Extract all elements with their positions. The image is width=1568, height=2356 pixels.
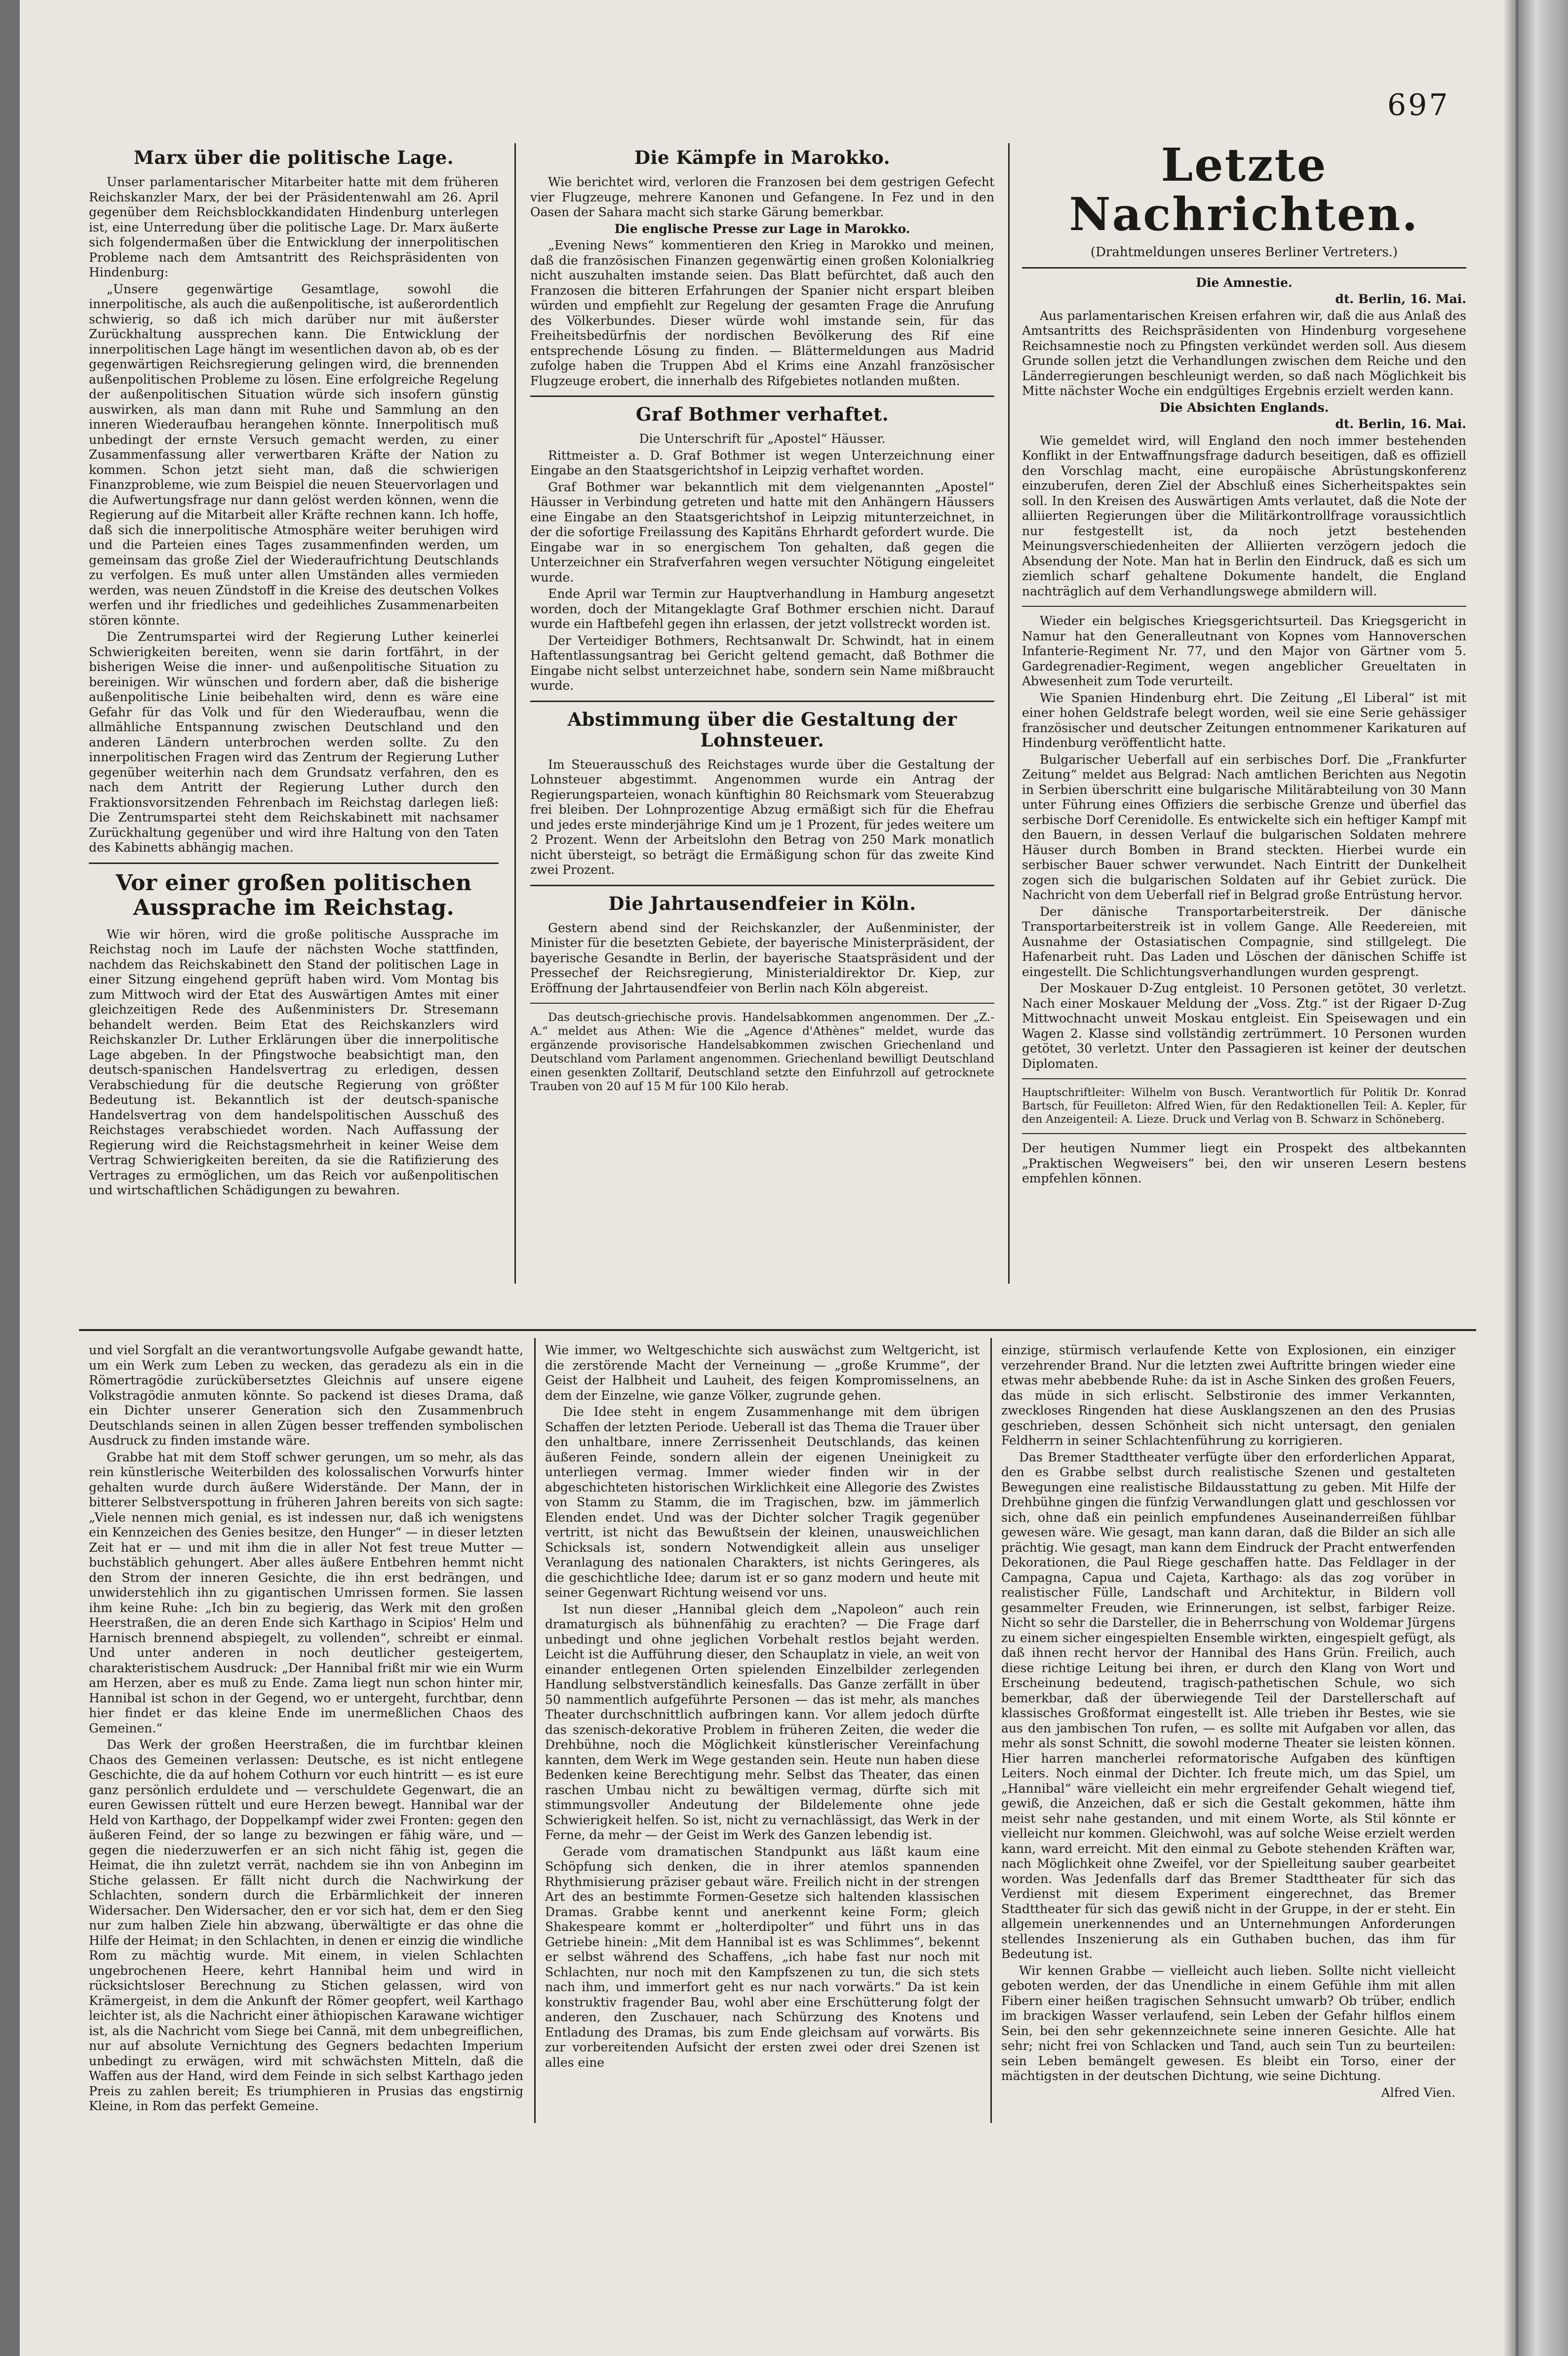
news-paragraph: Wieder ein belgisches Kriegsgerichtsurteil. Das Kriegsgericht in Namur hat den Generalleutnant von Kopnes vom Hannoverschen Infanterie-Regiment Nr. 77, und den Major von Gärtner vom 5. Gardegrenadier-Regiment, wegen angeblicher Greueltaten in Abwesenheit zum Tode verurteilt.: [1022, 614, 1466, 688]
article-subhead: Die englische Presse zur Lage in Marokko.: [614, 221, 910, 236]
article-paragraph: Der Verteidiger Bothmers, Rechtsanwalt Dr. Schwindt, hat in einem Haftentlassungsantrag bei Gericht geltend gemacht, daß Bothmer die Eingabe nicht selbst unterzeichnet habe, sondern sein Name mißbraucht wurde.: [530, 633, 994, 693]
news-subhead: Die Amnestie.: [1196, 275, 1293, 290]
masthead-subtitle: (Drahtmeldungen unseres Berliner Vertreters.): [1090, 245, 1398, 260]
feuilleton-column-3: [1001, 1343, 1455, 2123]
dateline: dt. Berlin, 16. Mai.: [1335, 417, 1466, 431]
article-paragraph: Wie wir hören, wird die große politische Aussprache im Reichstag noch im Laufe der nächsten Woche stattfinden, nachdem das Reichskabinett den Stand der politischen Lage in einer Sitzung eingehend geprüft haben wird. Vom Montag bis zum Mittwoch wird der Etat des Auswärtigen Amtes mit einer gleichzeitigen Rede des Außenministers Dr. Stresemann behandelt werden. Beim Etat des Reichskanzlers wird Reichskanzler Dr. Luther Erklärungen über die innerpolitische Lage abgeben. In der Pfingstwoche beabsichtigt man, den deutsch-spanischen Handelsvertrag zu erledigen, dessen Verabschiedung für die deutsche Regierung von größter Bedeutung ist. Bekanntlich ist der deutsch-spanische Handelsvertrag von dem handelspolitischen Ausschuß des Reichstages verabschiedet worden. Nach Auffassung der Regierung wird die Reichstagsmehrheit in keiner Weise dem Vertrag Schwierigkeiten bereiten, da sie die Ratifizierung des Vertrages zu ermöglichen, um das Reich vor außenpolitischen und wirtschaftlichen Schädigungen zu bewahren.: [89, 927, 499, 1197]
article-title-bothmer: Graf Bothmer verhaftet.: [635, 403, 889, 425]
feuilleton-paragraph: einzige, stürmisch verlaufende Kette von Explosionen, ein einziger verzehrender Brand. Nur die letzten zwei Auftritte bringen wieder eine etwas mehr abebbende Ruhe: da ist in Asche Sinken des großen Feuers, das müde in sich erlischt. Selbstironie des immer Verkannten, zweckloses Ringenden hat diese Ausklangszenen an den des Prusias geschrieben, dessen Schönheit sich nicht untersagt, den genialen Feldherrn in seiner Schlachtenführung zu korrigieren.: [1001, 1343, 1455, 1448]
feuilleton-paragraph: Wie immer, wo Weltgeschichte sich auswächst zum Weltgericht, ist die zerstörende Macht der Verneinung — „große Krumme“, der Geist der Halbheit und Lauheit, des feigen Kompromisselnens, an dem der Einzelne, wie ganze Völker, zugrunde gehen.: [545, 1343, 980, 1403]
feuilleton-paragraph: Das Bremer Stadttheater verfügte über den erforderlichen Apparat, den es Grabbe selbst durch realistische Szenen und gestalteten Bewegungen eine realistische Bildausstattung zu geben. Mit Hilfe der Drehbühne gingen die fünfzig Verwandlungen glatt und geschlossen vor sich, ohne daß ein peinlich empfundenes Auseinanderreißen fühlbar gewesen wäre. Wie gesagt, man kann daran, daß die Bilder an sich alle prächtig. Wie gesagt, man kann dem Eindruck der Pracht entwerfenden Dekorationen, die Paul Riege geschaffen hatte. Das Feldlager in der Campagna, Capua und Cajeta, Karthago: als das zog vorüber in realistischer Fülle, Landschaft und Architektur, in Bildern voll gesammelter Freuden, wie Erinnerungen, ist selbst, farbiger Reize. Nicht so sehr die Darsteller, die in Beherrschung von Woldemar Jürgens zu einem sicher eingespielten Ensemble wirkten, eingespielt gefügt, als daß ihnen recht hervor der Hannibal des Hans Grün. Freilich, auch diese richtige Leitung bei ihren, er durch den Klang von Wort und Erscheinung bedeutend, tragisch-pathetischen Schule, wo sich bemerkbar, daß der überwiegende Teil der Darstellerschaft auf klassisches Großformat eingestellt ist. Alle trieben ihr Bestes, wie sie aus den jambischen Ton rufen, — es sollte mit Aufgaben vor allen, das mehr als sonst Schnitt, die sowohl moderne Theater sie leisten können. Hier harren mancherlei reformatorische Aufgaben des künftigen Leiters. Noch einmal der Dichter. Ich freute mich, um das Spiel, um „Hannibal“ wäre vielleicht ein mehr ergreifender Gehalt wiegend tief, gewiß, die Anzeichen, daß er sich die Gestalt gekommen, hätte ihm meist sehr nahe gestanden, und mit einem Worte, als Stil könnte er vielleicht nur kommen. Gleichwohl, was auf solche Weise erzielt werden kann, ward erreicht. Mit den einmal zu Gebote stehenden Kräften war, nach Möglichkeit ohne Zweifel, vor der Spielleitung sauber gearbeitet worden. Was Jedenfalls darf das Bremer Stadttheater für sich das Verdienst mit diesem Experiment eingerechnet, das Bremer Stadttheater für sich das gewiß nicht in der Gruppe, in der er steht. Ein allgemein unerkennendes und an Unternehmungen Anforderungen stellendes Inszenierung als ein Guthaben buchen, das ihm für Bedeutung ist.: [1001, 1450, 1455, 1961]
column-1: [89, 143, 499, 1284]
feuilleton-paragraph: Gerade vom dramatischen Standpunkt aus läßt kaum eine Schöpfung sich denken, die in ihrer atemlos spannenden Rhythmisierung präziser gebaut wäre. Freilich nicht in der strengen Art des an bestimmte Formen-Gesetze sich haltenden klassischen Dramas. Grabbe kennt und anerkennt keine Form; gleich Shakespeare kommt er „holterdipolter“ und führt uns in das Getriebe hinein: „Mit dem Hannibal ist es was Schlimmes“, bekennt er selbst während des Schaffens, „ich habe fast nur noch mit Schlachten, nur noch mit den Kampfszenen zu tun, die sich stets nach ihm, und immerfort geht es nur nach vorwärts.“ Da ist kein konstruktiv fragender Bau, wohl aber eine Erschütterung folgt der anderen, den Zuschauer, nach Schürzung des Knotens und Entladung des Dramas, bis zum Ende gleichsam auf vorwärts. Bis zur vorbereitenden Aufsicht der ersten zwei oder drei Szenen ist alles eine: [545, 1844, 980, 2070]
feuilleton-paragraph: Das Werk der großen Heerstraßen, die im furchtbar kleinen Chaos des Gemeinen verlassen: Deutsche, es ist nicht entlegene Geschichte, die da auf hohem Cothurn vor euch hintritt — es ist eure ganz persönlich erduldete und — verschuldete Gegenwart, die an euren Gewissen rüttelt und eure Herzen bewegt. Hannibal war der Held von Karthago, der Doppelkampf wider zwei Fronten: gegen den äußeren Feind, der so lange zu bezwingen er fähig wäre, und — gegen die niederzuwerfen er an sich nicht fähig ist, gegen die Heimat, die ihn zuletzt verrät, nachdem sie ihn von Anbeginn im Stiche gelassen. Er fällt nicht durch die Nachwirkung der Schlachten, sondern durch die Erbärmlichkeit der inneren Widersacher. Den Widersacher, den er vor sich hat, dem er den Sieg nur zum halben Ziele hin abzwang, überwältigte er das ohne die Hilfe der Heimat; in den Schlachten, in denen er einzig die windliche Rom zu mächtig wurde. Mit einem, in vielen Schlachten ungebrochenen Heere, kehrt Hannibal heim und wird in rücksichtsloser Berechnung zu Stichen gelassen, wird von Krämergeist, in dem die Ankunft der Römer geopfert, weil Karthago leichter ist, als die Nachricht einer äthiopischen Karawane wichtiger ist, als die Nachricht vom Siege bei Cannä, mit dem unbegreiflichen, nur auf absolute Vernichtung des Gegners bedachten Imperium unbedingt zu erwägen, wird mit schwächsten Mitteln, daß die Waffen aus der Hand, wird dem Feinde in sich selbst Karthago jeden Preis zu zahlen bereit; Es triumphieren in Prusias das engstirnig Kleine, in Rom das perfekt Gemeine.: [89, 1737, 523, 2113]
news-paragraph: Bulgarischer Ueberfall auf ein serbisches Dorf. Die „Frankfurter Zeitung“ meldet aus Belgrad: Nach amtlichen Berichten aus Negotin in Serbien überschritt eine bulgarische Militärabteilung von 30 Mann unter Führung eines Offiziers die serbische Grenze und überfiel das serbische Dorf Cerenidolle. Es entwickelte sich ein heftiger Kampf mit den Bauern, in dessen Verlauf die bulgarischen Soldaten mehrere Häuser durch Bomben in Brand steckten. Hierbei wurde ein serbischer Bauer schwer verwundet. Nach Eintritt der Dunkelheit zogen sich die bulgarischen Soldaten auf ihr Gebiet zurück. Die Nachricht von dem Ueberfall rief in Belgrad große Entrüstung hervor.: [1022, 752, 1466, 902]
advertisement-notice: Der heutigen Nummer liegt ein Prospekt des altbekannten „Praktischen Wegweisers“ bei, den wir unseren Lesern bestens empfehlen können.: [1022, 1141, 1466, 1185]
feuilleton-rule: [79, 1329, 1476, 1331]
article-paragraph: Im Steuerausschuß des Reichstages wurde über die Gestaltung der Lohnsteuer abgestimmt. Angenommen wurde ein Antrag der Regierungsparteien, wonach künftighin 80 Reichsmark vom Steuerabzug frei bleiben. Der Lohnprozentige Abzug ermäßigt sich für die Ehefrau und jedes erste minderjährige Kind um je 1 Prozent, für jedes weitere um 2 Prozent. Wenn der Arbeitslohn den Betrag von 250 Mark monatlich nicht übersteigt, so beträgt die Ermäßigung schon für das zweite Kind zwei Prozent.: [530, 757, 994, 877]
divider: [530, 885, 994, 886]
feuilleton-column-1: [89, 1343, 523, 2123]
news-subhead: Die Absichten Englands.: [1159, 400, 1329, 415]
divider: [1022, 267, 1466, 269]
article-subhead: Die Unterschrift für „Apostel“ Häusser.: [639, 432, 886, 446]
article-paragraph: Graf Bothmer war bekanntlich mit dem vielgenannten „Apostel“ Häusser in Verbindung getreten und hatte mit den Anhängern Häussers eine Eingabe an den Staatsgerichtshof in Leipzig mitunterzeichnet, in der die sofortige Freilassung des Kapitäns Ehrhardt gefordert wurde. Die Eingabe war in so energischem Ton gehalten, daß gegen die Unterzeichner ein Strafverfahren wegen versuchter Nötigung eingeleitet wurde.: [530, 479, 994, 585]
author-signature: Alfred Vien.: [1381, 2085, 1455, 2100]
divider: [1022, 1133, 1466, 1134]
dateline: dt. Berlin, 16. Mai.: [1335, 292, 1466, 306]
news-paragraph: Wie gemeldet wird, will England den noch immer bestehenden Konflikt in der Entwaffnungsfrage dadurch beseitigen, daß es offiziell den Vorschlag macht, eine europäische Abrüstungskonferenz einzuberufen, deren Ziel der Abschluß eines Sicherheitspaktes sein soll. In den Kreisen des Auswärtigen Amts verlautet, daß die Note der alliierten Regierungen über die Militärkontrollfrage voraussichtlich nur festgestellt ist, da noch jetzt bestehenden Meinungsverschiedenheiten der Alliierten verzögern jedoch die Absendung der Note. Man hat in Berlin den Eindruck, daß es sich um ziemlich scharf gehaltene Dokumente handelt, die England nachträglich auf dem Verhandlungswege abmildern will.: [1022, 433, 1466, 598]
news-paragraph: Der dänische Transportarbeiterstreik. Der dänische Transportarbeiterstreik ist in vollem Gange. Alle Reedereien, mit Ausnahme der Ostasiatischen Compagnie, sind stillgelegt. Die Hafenarbeit ruht. Das Laden und Löschen der dänischen Schiffe ist eingestellt. Die Schlichtungsverhandlungen wurden gesprengt.: [1022, 904, 1466, 979]
article-title-lohnsteuer: Abstimmung über die Gestaltung der Lohnsteuer.: [567, 708, 957, 751]
article-paragraph: Gestern abend sind der Reichskanzler, der Außenminister, der Minister für die besetzten Gebiete, der bayerische Ministerpräsident, der bayerische Gesandte in Berlin, der bayerische Staatspräsident und der Pressechef der Reichsregierung, Ministerialdirektor Dr. Kiep, zur Eröffnung der Jahrtausendfeier von Berlin nach Köln abgereist.: [530, 920, 994, 995]
feuilleton-paragraph: Grabbe hat mit dem Stoff schwer gerungen, um so mehr, als das rein künstlerische Weiterbilden des kolossalischen Vorwurfs hinter gehalten wurde durch äußere Widerstände. Der Mann, der in bitterer Selbstverspottung in früheren Jahren bereits von sich sagte: „Viele nennen mich genial, es ist indessen nur, daß ich wenigstens ein Kennzeichen des Genies besitze, den Hunger“ — in dieser letzten Zeit hat er — und mit ihm die in aller Not fest treue Mutter — buchstäblich gehungert. Aber alles äußere Entbehren hemmt nicht den Strom der inneren Gesichte, die ihn erst bedrängen, und unwiderstehlich ihn zu gigantischen Umrissen formen. Sie lassen ihm keine Ruhe: „Ich bin zu begierig, das Werk mit den großen Heerstraßen, die an deren Ende sich Karthago in Scipios' Helm und Harnisch brennend abspiegelt, zu vollenden“, schreibt er einmal. Und unter anderen in noch deutlicher gesteigertem, charakteristischem Ausdruck: „Der Hannibal frißt mir wie ein Wurm am Herzen, aber es muß zu Ende. Zama liegt nun schon hinter mir, Hannibal ist schon in der Gegend, wo er untergeht, furchtbar, denn hier findet er das kleine Ende im unermeßlichen Chaos des Gemeinen.“: [89, 1450, 523, 1735]
article-title-reichstag: Vor einer großen politischen Aussprache im Reichstag.: [116, 870, 472, 920]
news-paragraph: Aus parlamentarischen Kreisen erfahren wir, daß die aus Anlaß des Amtsantritts des Reichspräsidenten von Hindenburg vorgesehene Reichsamnestie noch zu Pfingsten verkündet werden soll. Aus diesem Grunde sollen jetzt die Verhandlungen zwischen dem Reiche und den Länderregierungen beschleunigt werden, so daß nach Möglichkeit bis Mitte nächster Woche ein endgültiges Ergebnis erzielt werden kann.: [1022, 308, 1466, 398]
divider: [1022, 1078, 1466, 1079]
column-rule: [514, 143, 516, 1284]
imprint: Hauptschriftleiter: Wilhelm von Busch. Verantwortlich für Politik Dr. Konrad Bartsch, für Feuilleton: Alfred Wien, für den Redaktionellen Teil: A. Kepler, für den Anzeigenteil: A. Lieze. Druck und Verlag von B. Schwarz in Schöneberg.: [1022, 1087, 1466, 1126]
feuilleton-column-2: [545, 1343, 980, 2123]
page-number: 697: [1387, 88, 1450, 122]
article-paragraph: Das deutsch-griechische provis. Handelsabkommen angenommen. Der „Z.-A.“ meldet aus Athen: Wie die „Agence d'Athènes“ meldet, wurde das ergänzende provisorische Handelsabkommen zwischen Griechenland und Deutschland vom Parlament angenommen. Griechenland bewilligt Deutschland einen gesenkten Zolltarif, Deutschland setzte den Einfuhrzoll auf getrocknete Trauben von 20 auf 15 M für 100 Kilo herab.: [530, 1011, 994, 1093]
article-paragraph: Wie berichtet wird, verloren die Franzosen bei dem gestrigen Gefecht vier Flugzeuge, mehrere Kanonen und Gefangene. In Fez und in den Oasen der Sahara macht sich starke Gärung bemerkbar.: [530, 175, 994, 219]
masthead-letzte-nachrichten: Letzte Nachrichten.: [1069, 138, 1419, 241]
column-3: [1022, 133, 1466, 1284]
divider: [89, 863, 499, 864]
feuilleton-paragraph: und viel Sorgfalt an die verantwortungsvolle Aufgabe gewandt hatte, um ein Werk zum Leben zu wecken, das geradezu als ein in die Römertragödie zurückübersetztes Gleichnis auf unsere eigene Volkstragödie anmuten könnte. So packend ist dieses Drama, daß ein Dichter unserer Generation sich den Zusammenbruch Deutschlands seinen in allen Zügen besser treffenden symbolischen Ausdruck zu finden imstande wäre.: [89, 1343, 523, 1448]
feuilleton-paragraph: Ist nun dieser „Hannibal gleich dem „Napoleon“ auch rein dramaturgisch als bühnenfähig zu erachten? — Die Frage darf unbedingt und ohne jeglichen Vorbehalt restlos bejaht werden. Leicht ist die Aufführung dieser, den Schauplatz in viele, an weit von einander entlegenen Orten spielenden Einzelbilder zerlegenden Handlung selbstverständlich keinesfalls. Das Ganze zerfällt in über 50 nammentlich aufgeführte Personen — das ist mehr, als manches Theater durchschnittlich aufbringen kann. Vor allem jedoch dürfte das szenisch-dekorative Problem in früheren Zeiten, die weder die Drehbühne, noch die Möglichkeit künstlerischer Vereinfachung kannten, dem Werk im Wege gestanden sein. Heute nun haben diese Bedenken keine Berechtigung mehr. Selbst das Theater, das einen raschen Umbau nicht zu bewältigen vermag, dürfte sich mit stimmungsvoller Andeutung der Bildelemente ohne jede Schwierigkeit helfen. So ist, nicht zu vernachlässigt, das Werk in der Ferne, da mehr — der Geist im Werk des Ganzen lebendig ist.: [545, 1602, 980, 1842]
column-2: [530, 143, 994, 1284]
article-title-koeln: Die Jahrtausendfeier in Köln.: [608, 892, 916, 914]
divider: [530, 701, 994, 702]
article-paragraph: Unser parlamentarischer Mitarbeiter hatte mit dem früheren Reichskanzler Marx, der bei der Präsidentenwahl am 26. April gegenüber dem Reichsblockkandidaten Hindenburg unterlegen ist, eine Unterredung über die politische Lage. Dr. Marx äußerte sich folgendermaßen über die Entwicklung der innerpolitischen Probleme nach dem Amtsantritt des Reichspräsidenten von Hindenburg:: [89, 175, 499, 279]
article-title-marx: Marx über die politische Lage.: [133, 147, 454, 168]
newspaper-page: [20, 0, 1516, 2356]
column-rule: [1008, 143, 1010, 1284]
divider: [1022, 606, 1466, 607]
column-rule: [534, 1338, 536, 2123]
article-paragraph: „Evening News“ kommentieren den Krieg in Marokko und meinen, daß die französischen Finanzen gegenwärtig einen großen Kolonialkrieg nicht auszuhalten imstande seien. Das Blatt befürchtet, daß auch den Franzosen die bitteren Erfahrungen der Spanier nicht erspart bleiben würden und empfiehlt zur Regelung der gesamten Frage die Anrufung des Völkerbundes. Dieser würde wohl imstande sein, für das Freiheitsbedürfnis der nordischen Bevölkerung des Rif eine entsprechende Lösung zu finden. — Blättermeldungen aus Madrid zufolge haben die Truppen Abd el Krims eine Anzahl französischer Flugzeuge erobert, die innerhalb des Rifgebietes notlanden mußten.: [530, 238, 994, 388]
news-paragraph: Wie Spanien Hindenburg ehrt. Die Zeitung „El Liberal“ ist mit einer hohen Geldstrafe belegt worden, weil sie eine Serie gehässiger französischer und deutscher Zeitungen entnommener Karikaturen auf Hindenburg veröffentlicht hatte.: [1022, 690, 1466, 750]
column-rule: [990, 1338, 992, 2123]
article-paragraph: Ende April war Termin zur Hauptverhandlung in Hamburg angesetzt worden, doch der Mitangeklagte Graf Bothmer erschien nicht. Darauf wurde ein Haftbefehl gegen ihn erlassen, der jetzt vollstreckt worden ist.: [530, 587, 994, 631]
divider: [530, 1003, 994, 1004]
article-paragraph: Rittmeister a. D. Graf Bothmer ist wegen Unterzeichnung einer Eingabe an den Staatsgerichtshof in Leipzig verhaftet worden.: [530, 448, 994, 477]
divider: [530, 395, 994, 397]
article-paragraph: Die Zentrumspartei wird der Regierung Luther keinerlei Schwierigkeiten bereiten, wenn sie darin fortfährt, in der bisherigen Weise die inner- und außenpolitische Situation zu bereinigen. Wir wünschen und fordern aber, daß die bisherige außenpolitische Linie beibehalten wird, denn es wäre eine Gefahr für das Volk und für den Wiederaufbau, wenn die allmähliche Entspannung zwischen Deutschland und den anderen Ländern unterbrochen werden sollte. Zu den innerpolitischen Fragen wird das Zentrum der Regierung Luther gegenüber weiterhin nach dem Grundsatz verfahren, den es nach dem Antritt der Regierung Luther durch den Fraktionsvorsitzenden Fehrenbach im Reichstag darlegen ließ: Die Zentrumspartei steht dem Reichskabinett mit nachsamer Zurückhaltung gegenüber und wird ihre Haltung von den Taten des Kabinetts abhängig machen.: [89, 629, 499, 855]
news-paragraph: Der Moskauer D-Zug entgleist. 10 Personen getötet, 30 verletzt. Nach einer Moskauer Meldung der „Voss. Ztg.“ ist der Rigaer D-Zug Mittwochnacht unweit Moskau entgleist. Ein Speisewagen und ein Wagen 2. Klasse sind vollständig zertrümmert. 10 Personen wurden getötet, 30 verletzt. Unter den Passagieren ist keiner der deutschen Diplomaten.: [1022, 981, 1466, 1071]
scan-edge: [1519, 0, 1568, 2356]
feuilleton-paragraph: Wir kennen Grabbe — vielleicht auch lieben. Sollte nicht vielleicht geboten werden, der das Unendliche in einem Gefühle ihm mit allen Fibern einer heißen tragischen Sehnsucht umwarb? Ob trüber, endlich im brackigen Wasser verlaufend, sein Leben der Gefahr hilflos einem Sein, bei den sehr gekennzeichnete seine inneren Gesichte. Alle hat sehr; nicht frei von Schlacken und Tand, auch sein Tun zu beurteilen: sein Leben bemängelt gewesen. Es bleibt ein Torso, einer der mächtigsten in der deutschen Dichtung, wie seine Dichtung.: [1001, 1963, 1455, 2083]
feuilleton-paragraph: Die Idee steht in engem Zusammenhange mit dem übrigen Schaffen der letzten Periode. Ueberall ist das Thema die Trauer über den unhaltbare, innere Zerrissenheit Deutschlands, das keinen äußeren Feinde, sondern allein der eigenen Uneinigkeit zu unterliegen vermag. Immer wieder finden wir in der abgeschichteten historischen Wirklichkeit eine Allegorie des Zwistes von Stamm zu Stamm, die im Tragischen, bzw. im jämmerlich Elenden endet. Und was der Dichter solcher Tragik gegenüber vertritt, ist nicht das Bewußtsein der kleinen, unausweichlichen Schicksals ist, sondern Notwendigkeit allein aus unseliger Veranlagung des nationalen Charakters, ist nichts Geringeres, als die geschichtliche Idee; darum ist er so ganz modern und heute mit seiner Gegenwart Richtung weisend vor uns.: [545, 1405, 980, 1600]
article-paragraph: „Unsere gegenwärtige Gesamtlage, sowohl die innerpolitische, als auch die außenpolitische, ist außerordentlich schwierig, so daß ich mich darüber nur mit äußerster Zurückhaltung aussprechen kann. Die Entwicklung der innerpolitischen Lage hängt im wesentlichen davon ab, ob es der gegenwärtigen Reichsregierung gelingen wird, die brennenden außenpolitischen Probleme zu lösen. Eine erfolgreiche Regelung der außenpolitischen Situation würde sich insofern günstig auswirken, als man dann mit Ruhe und Sammlung an den inneren Wiederaufbau herangehen könnte. Innerpolitisch muß unbedingt der ernste Versuch gemacht werden, zu einer Zusammenfassung aller verwertbaren Kräfte der Nation zu kommen. Schon jetzt sieht man, daß die schwierigen Finanzprobleme, wie zum Beispiel die neuen Steuervorlagen und die Aufwertungsfrage nur dann gelöst werden können, wenn die Regierung auf die Mitarbeit aller Kräfte rechnen kann. Ich hoffe, daß sich die innerpolitische Atmosphäre weiter beruhigen wird und die Parteien eines Tages zusammenfinden werden, um gemeinsam das große Ziel der Wiederaufrichtung Deutschlands zu verfolgen. Es muß unter allen Umständen alles vermieden werden, was neuen Zündstoff in die Kreise des deutschen Volkes werfen und ihr friedliches und gedeihliches Zusammenarbeiten stören könnte.: [89, 281, 499, 628]
article-title-marokko: Die Kämpfe in Marokko.: [634, 147, 891, 168]
